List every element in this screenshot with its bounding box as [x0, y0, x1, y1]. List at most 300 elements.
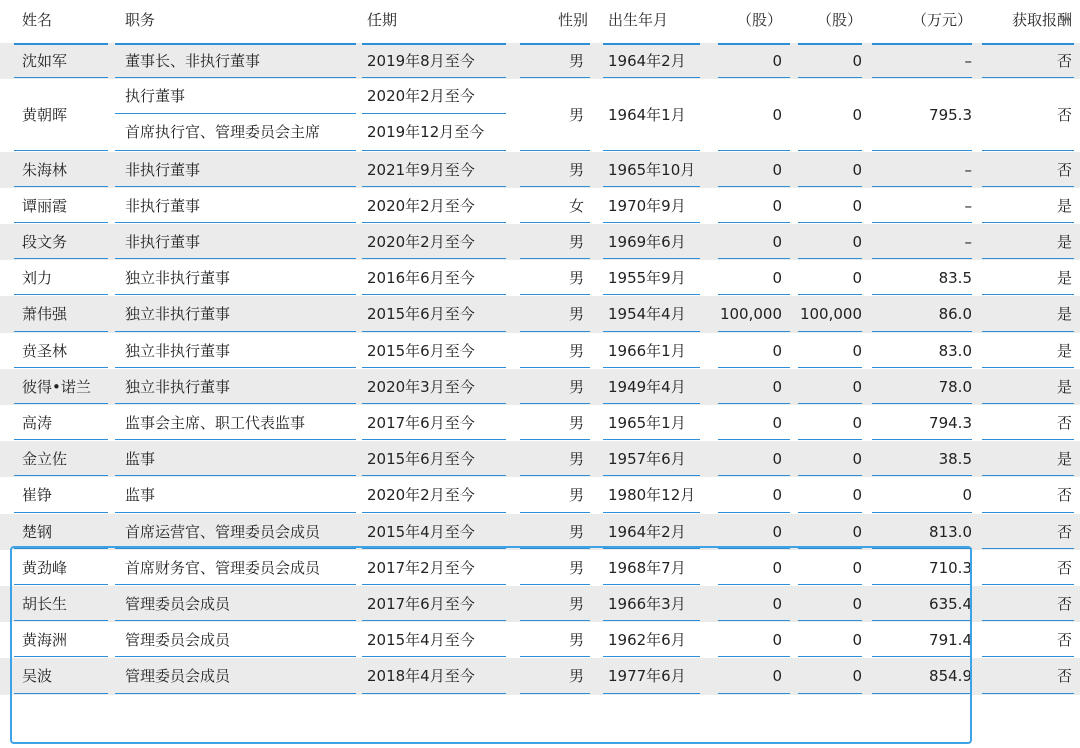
cell-pay: 813.0	[929, 522, 972, 541]
cell-rule	[362, 693, 506, 694]
cell-shares-start: 0	[772, 106, 782, 125]
header-rule	[798, 43, 862, 45]
cell-birth: 1964年2月	[608, 52, 686, 71]
header-rule	[520, 43, 590, 45]
cell-term: 2019年12月至今	[367, 123, 485, 142]
cell-position: 非执行董事	[125, 196, 201, 215]
cell-rule	[362, 113, 506, 114]
cell-rule	[603, 77, 700, 78]
cell-shares-start: 0	[772, 522, 782, 541]
cell-rule	[718, 331, 790, 332]
header-term: 任期	[367, 11, 398, 29]
cell-name: 朱海林	[22, 160, 68, 179]
cell-rule	[520, 656, 590, 657]
cell-rule	[603, 656, 700, 657]
cell-rule	[362, 620, 506, 621]
header-rule	[872, 43, 972, 45]
cell-rule	[362, 258, 506, 259]
cell-rule	[115, 656, 356, 657]
cell-rule	[718, 150, 790, 151]
cell-term: 2015年6月至今	[367, 450, 475, 469]
cell-birth: 1964年2月	[608, 522, 686, 541]
header-position: 职务	[125, 11, 156, 29]
cell-rule	[115, 222, 356, 223]
cell-name: 吴波	[22, 667, 53, 686]
cell-rule	[718, 512, 790, 513]
cell-gender: 女	[568, 196, 584, 215]
header-rule	[603, 43, 700, 45]
cell-shares-start: 0	[772, 233, 782, 252]
cell-rule	[362, 222, 506, 223]
cell-rule	[362, 403, 506, 404]
cell-rule	[115, 258, 356, 259]
header-gender: 性别	[557, 11, 588, 29]
cell-birth: 1980年12月	[608, 486, 696, 505]
cell-term: 2020年2月至今	[367, 196, 475, 215]
cell-rule	[982, 186, 1074, 187]
cell-rule	[603, 403, 700, 404]
cell-pay: 38.5	[938, 450, 972, 469]
cell-shares-end: 0	[852, 522, 862, 541]
cell-rule	[798, 439, 862, 440]
cell-term: 2020年2月至今	[367, 87, 475, 106]
cell-position: 管理委员会成员	[125, 667, 231, 686]
cell-rule	[798, 77, 862, 78]
cell-shares-start: 0	[772, 341, 782, 360]
cell-sh: 是	[1056, 305, 1072, 324]
cell-shares-start: 0	[772, 52, 782, 71]
cell-rule	[982, 294, 1074, 295]
cell-birth: 1977年6月	[608, 667, 686, 686]
cell-rule	[14, 656, 108, 657]
cell-rule	[14, 77, 108, 78]
cell-rule	[872, 620, 972, 621]
cell-sh: 否	[1056, 522, 1072, 541]
cell-rule	[14, 331, 108, 332]
cell-rule	[982, 693, 1074, 694]
cell-rule	[362, 475, 506, 476]
cell-term: 2015年4月至今	[367, 631, 475, 650]
cell-pay: 791.4	[929, 631, 972, 650]
cell-rule	[115, 367, 356, 368]
cell-rule	[798, 222, 862, 223]
cell-rule	[718, 620, 790, 621]
cell-rule	[603, 258, 700, 259]
cell-rule	[718, 584, 790, 585]
cell-rule	[718, 439, 790, 440]
cell-name: 刘力	[22, 269, 53, 288]
cell-gender: 男	[568, 341, 584, 360]
header-rule	[115, 43, 356, 45]
cell-rule	[603, 475, 700, 476]
cell-rule	[718, 367, 790, 368]
cell-rule	[798, 584, 862, 585]
cell-shares-end: 0	[852, 52, 862, 71]
cell-sh: 否	[1056, 667, 1072, 686]
cell-shares-end: 0	[852, 269, 862, 288]
table-row	[0, 188, 1080, 224]
cell-position: 独立非执行董事	[125, 305, 231, 324]
table-row	[0, 550, 1080, 586]
cell-name: 沈如军	[22, 52, 68, 71]
cell-rule	[718, 258, 790, 259]
cell-rule	[982, 475, 1074, 476]
cell-position: 监事	[125, 486, 156, 505]
cell-shares-start: 0	[772, 486, 782, 505]
cell-rule	[798, 258, 862, 259]
cell-term: 2020年2月至今	[367, 486, 475, 505]
cell-gender: 男	[568, 377, 584, 396]
cell-name: 胡长生	[22, 595, 68, 614]
cell-position: 执行董事	[125, 87, 186, 106]
cell-rule	[798, 548, 862, 549]
header-rule	[14, 43, 108, 45]
cell-shares-end: 0	[852, 558, 862, 577]
cell-pay: 83.5	[938, 269, 972, 288]
cell-rule	[520, 548, 590, 549]
cell-shares-end: 0	[852, 377, 862, 396]
cell-gender: 男	[568, 160, 584, 179]
cell-sh: 否	[1056, 595, 1072, 614]
cell-shares-end: 0	[852, 341, 862, 360]
cell-birth: 1964年1月	[608, 106, 686, 125]
cell-rule	[603, 512, 700, 513]
cell-rule	[798, 186, 862, 187]
cell-sh: 否	[1056, 486, 1072, 505]
cell-birth: 1968年7月	[608, 558, 686, 577]
cell-position: 管理委员会成员	[125, 631, 231, 650]
cell-rule	[982, 620, 1074, 621]
cell-rule	[115, 186, 356, 187]
cell-rule	[798, 294, 862, 295]
cell-rule	[520, 222, 590, 223]
header-shares-start: （股）	[736, 11, 782, 29]
cell-rule	[14, 439, 108, 440]
cell-birth: 1949年4月	[608, 377, 686, 396]
cell-rule	[982, 77, 1074, 78]
cell-rule	[14, 150, 108, 151]
cell-gender: 男	[568, 595, 584, 614]
cell-rule	[362, 548, 506, 549]
cell-birth: 1954年4月	[608, 305, 686, 324]
cell-position: 独立非执行董事	[125, 377, 231, 396]
header-rule	[362, 43, 506, 45]
cell-rule	[115, 693, 356, 694]
cell-shares-start: 0	[772, 377, 782, 396]
cell-rule	[982, 584, 1074, 585]
table-row	[0, 224, 1080, 260]
cell-birth: 1965年1月	[608, 414, 686, 433]
header-shares-end: （股）	[816, 11, 862, 29]
cell-rule	[718, 693, 790, 694]
cell-rule	[872, 222, 972, 223]
cell-rule	[520, 150, 590, 151]
cell-rule	[115, 403, 356, 404]
cell-rule	[603, 222, 700, 223]
cell-shares-end: 100,000	[799, 305, 862, 324]
cell-rule	[115, 548, 356, 549]
table-row	[0, 79, 1080, 151]
cell-shares-start: 0	[772, 196, 782, 215]
cell-rule	[872, 331, 972, 332]
cell-rule	[115, 620, 356, 621]
cell-rule	[872, 548, 972, 549]
cell-rule	[872, 258, 972, 259]
cell-gender: 男	[568, 450, 584, 469]
cell-gender: 男	[568, 52, 584, 71]
cell-gender: 男	[568, 233, 584, 252]
cell-rule	[872, 439, 972, 440]
cell-rule	[798, 512, 862, 513]
cell-name: 黄海洲	[22, 631, 68, 650]
cell-shares-start: 0	[772, 269, 782, 288]
cell-pay: 794.3	[929, 414, 972, 433]
cell-position: 首席财务官、管理委员会成员	[125, 558, 321, 577]
cell-rule	[718, 77, 790, 78]
cell-shares-start: 0	[772, 414, 782, 433]
cell-sh: 否	[1056, 160, 1072, 179]
cell-name: 萧伟强	[22, 305, 68, 324]
cell-position: 首席执行官、管理委员会主席	[125, 123, 321, 142]
cell-birth: 1962年6月	[608, 631, 686, 650]
cell-rule	[520, 403, 590, 404]
cell-rule	[520, 512, 590, 513]
cell-shares-start: 0	[772, 631, 782, 650]
header-rule	[982, 43, 1074, 45]
cell-gender: 男	[568, 522, 584, 541]
cell-pay: 0	[962, 486, 972, 505]
cell-rule	[520, 294, 590, 295]
cell-gender: 男	[568, 631, 584, 650]
cell-rule	[14, 294, 108, 295]
cell-position: 管理委员会成员	[125, 595, 231, 614]
cell-rule	[520, 439, 590, 440]
cell-sh: 是	[1056, 196, 1072, 215]
table-header	[0, 0, 1080, 40]
cell-rule	[798, 656, 862, 657]
cell-rule	[982, 403, 1074, 404]
cell-term: 2015年6月至今	[367, 305, 475, 324]
cell-birth: 1955年9月	[608, 269, 686, 288]
cell-name: 贲圣林	[22, 341, 68, 360]
cell-rule	[362, 150, 506, 151]
cell-rule	[982, 367, 1074, 368]
cell-rule	[520, 475, 590, 476]
cell-term: 2017年6月至今	[367, 414, 475, 433]
cell-pay: 710.3	[929, 558, 972, 577]
table-row	[0, 260, 1080, 296]
cell-pay: 635.4	[929, 595, 972, 614]
cell-rule	[520, 77, 590, 78]
cell-sh: 是	[1056, 377, 1072, 396]
cell-rule	[14, 693, 108, 694]
cell-shares-end: 0	[852, 667, 862, 686]
cell-rule	[115, 475, 356, 476]
cell-rule	[718, 403, 790, 404]
cell-sh: 是	[1056, 450, 1072, 469]
cell-rule	[362, 77, 506, 78]
cell-rule	[115, 150, 356, 151]
cell-shares-start: 0	[772, 450, 782, 469]
cell-position: 监事	[125, 450, 156, 469]
cell-rule	[14, 584, 108, 585]
table-row	[0, 622, 1080, 658]
cell-rule	[603, 620, 700, 621]
cell-name: 谭丽霞	[22, 196, 68, 215]
cell-rule	[115, 294, 356, 295]
cell-name: 楚钢	[22, 522, 53, 541]
cell-shares-end: 0	[852, 631, 862, 650]
cell-rule	[798, 331, 862, 332]
cell-rule	[798, 403, 862, 404]
cell-rule	[872, 584, 972, 585]
cell-birth: 1970年9月	[608, 196, 686, 215]
header-shareholder-pay: 获取报酬	[1011, 11, 1072, 29]
cell-rule	[872, 656, 972, 657]
cell-rule	[115, 331, 356, 332]
cell-rule	[115, 77, 356, 78]
cell-rule	[362, 331, 506, 332]
table-row	[0, 441, 1080, 477]
cell-rule	[982, 222, 1074, 223]
cell-name: 彼得•诺兰	[22, 377, 91, 396]
cell-position: 非执行董事	[125, 233, 201, 252]
cell-shares-end: 0	[852, 196, 862, 215]
cell-birth: 1966年3月	[608, 595, 686, 614]
table-row	[0, 43, 1080, 79]
table-body	[0, 43, 1080, 748]
cell-rule	[14, 258, 108, 259]
cell-term: 2019年8月至今	[367, 52, 475, 71]
cell-sh: 是	[1056, 341, 1072, 360]
cell-rule	[603, 186, 700, 187]
cell-pay: –	[964, 196, 972, 215]
cell-position: 独立非执行董事	[125, 269, 231, 288]
cell-rule	[520, 367, 590, 368]
cell-rule	[718, 548, 790, 549]
cell-rule	[362, 656, 506, 657]
cell-rule	[718, 656, 790, 657]
cell-position: 董事长、非执行董事	[125, 52, 261, 71]
table-row	[0, 369, 1080, 405]
cell-pay: 78.0	[938, 377, 972, 396]
cell-name: 黄劲峰	[22, 558, 68, 577]
cell-pay: 795.3	[929, 106, 972, 125]
cell-rule	[603, 584, 700, 585]
cell-name: 高涛	[22, 414, 53, 433]
cell-rule	[603, 331, 700, 332]
cell-rule	[872, 693, 972, 694]
header-name: 姓名	[22, 11, 53, 29]
cell-pay: –	[964, 233, 972, 252]
cell-sh: 否	[1056, 106, 1072, 125]
cell-rule	[872, 186, 972, 187]
cell-shares-start: 0	[772, 160, 782, 179]
cell-rule	[718, 222, 790, 223]
cell-rule	[603, 693, 700, 694]
cell-rule	[872, 512, 972, 513]
cell-term: 2015年6月至今	[367, 341, 475, 360]
cell-rule	[362, 512, 506, 513]
cell-birth: 1957年6月	[608, 450, 686, 469]
cell-shares-start: 0	[772, 595, 782, 614]
cell-term: 2015年4月至今	[367, 522, 475, 541]
cell-rule	[982, 656, 1074, 657]
table-row	[0, 405, 1080, 441]
cell-shares-end: 0	[852, 233, 862, 252]
table-row	[0, 586, 1080, 622]
cell-term: 2017年2月至今	[367, 558, 475, 577]
cell-shares-end: 0	[852, 414, 862, 433]
cell-rule	[14, 367, 108, 368]
cell-rule	[520, 258, 590, 259]
cell-rule	[603, 294, 700, 295]
cell-rule	[362, 584, 506, 585]
cell-sh: 否	[1056, 52, 1072, 71]
cell-rule	[14, 548, 108, 549]
cell-rule	[603, 150, 700, 151]
cell-rule	[798, 693, 862, 694]
cell-rule	[798, 475, 862, 476]
cell-rule	[872, 77, 972, 78]
cell-rule	[982, 548, 1074, 549]
header-birth: 出生年月	[608, 11, 669, 29]
cell-rule	[982, 331, 1074, 332]
cell-rule	[14, 512, 108, 513]
cell-sh: 是	[1056, 233, 1072, 252]
cell-name: 金立佐	[22, 450, 68, 469]
cell-position: 独立非执行董事	[125, 341, 231, 360]
cell-rule	[14, 186, 108, 187]
cell-birth: 1965年10月	[608, 160, 696, 179]
cell-rule	[872, 403, 972, 404]
cell-term: 2017年6月至今	[367, 595, 475, 614]
cell-rule	[520, 620, 590, 621]
table-row	[0, 477, 1080, 513]
cell-shares-end: 0	[852, 595, 862, 614]
cell-rule	[718, 186, 790, 187]
cell-rule	[115, 512, 356, 513]
cell-pay: –	[964, 160, 972, 179]
cell-rule	[362, 439, 506, 440]
cell-rule	[798, 620, 862, 621]
cell-name: 黄朝晖	[22, 106, 68, 125]
cell-name: 崔铮	[22, 486, 53, 505]
cell-pay: 83.0	[938, 341, 972, 360]
cell-rule	[14, 222, 108, 223]
cell-gender: 男	[568, 414, 584, 433]
cell-rule	[603, 439, 700, 440]
cell-pay: –	[964, 52, 972, 71]
cell-rule	[115, 439, 356, 440]
cell-sh: 否	[1056, 631, 1072, 650]
cell-rule	[362, 367, 506, 368]
table-row	[0, 333, 1080, 369]
cell-gender: 男	[568, 269, 584, 288]
cell-rule	[798, 367, 862, 368]
cell-rule	[115, 584, 356, 585]
header-rule	[718, 43, 790, 45]
cell-shares-start: 0	[772, 667, 782, 686]
cell-position: 首席运营官、管理委员会成员	[125, 522, 321, 541]
cell-sh: 否	[1056, 558, 1072, 577]
cell-name: 段文务	[22, 233, 68, 252]
cell-shares-end: 0	[852, 486, 862, 505]
cell-gender: 男	[568, 558, 584, 577]
cell-birth: 1969年6月	[608, 233, 686, 252]
cell-rule	[115, 113, 356, 114]
cell-rule	[603, 548, 700, 549]
